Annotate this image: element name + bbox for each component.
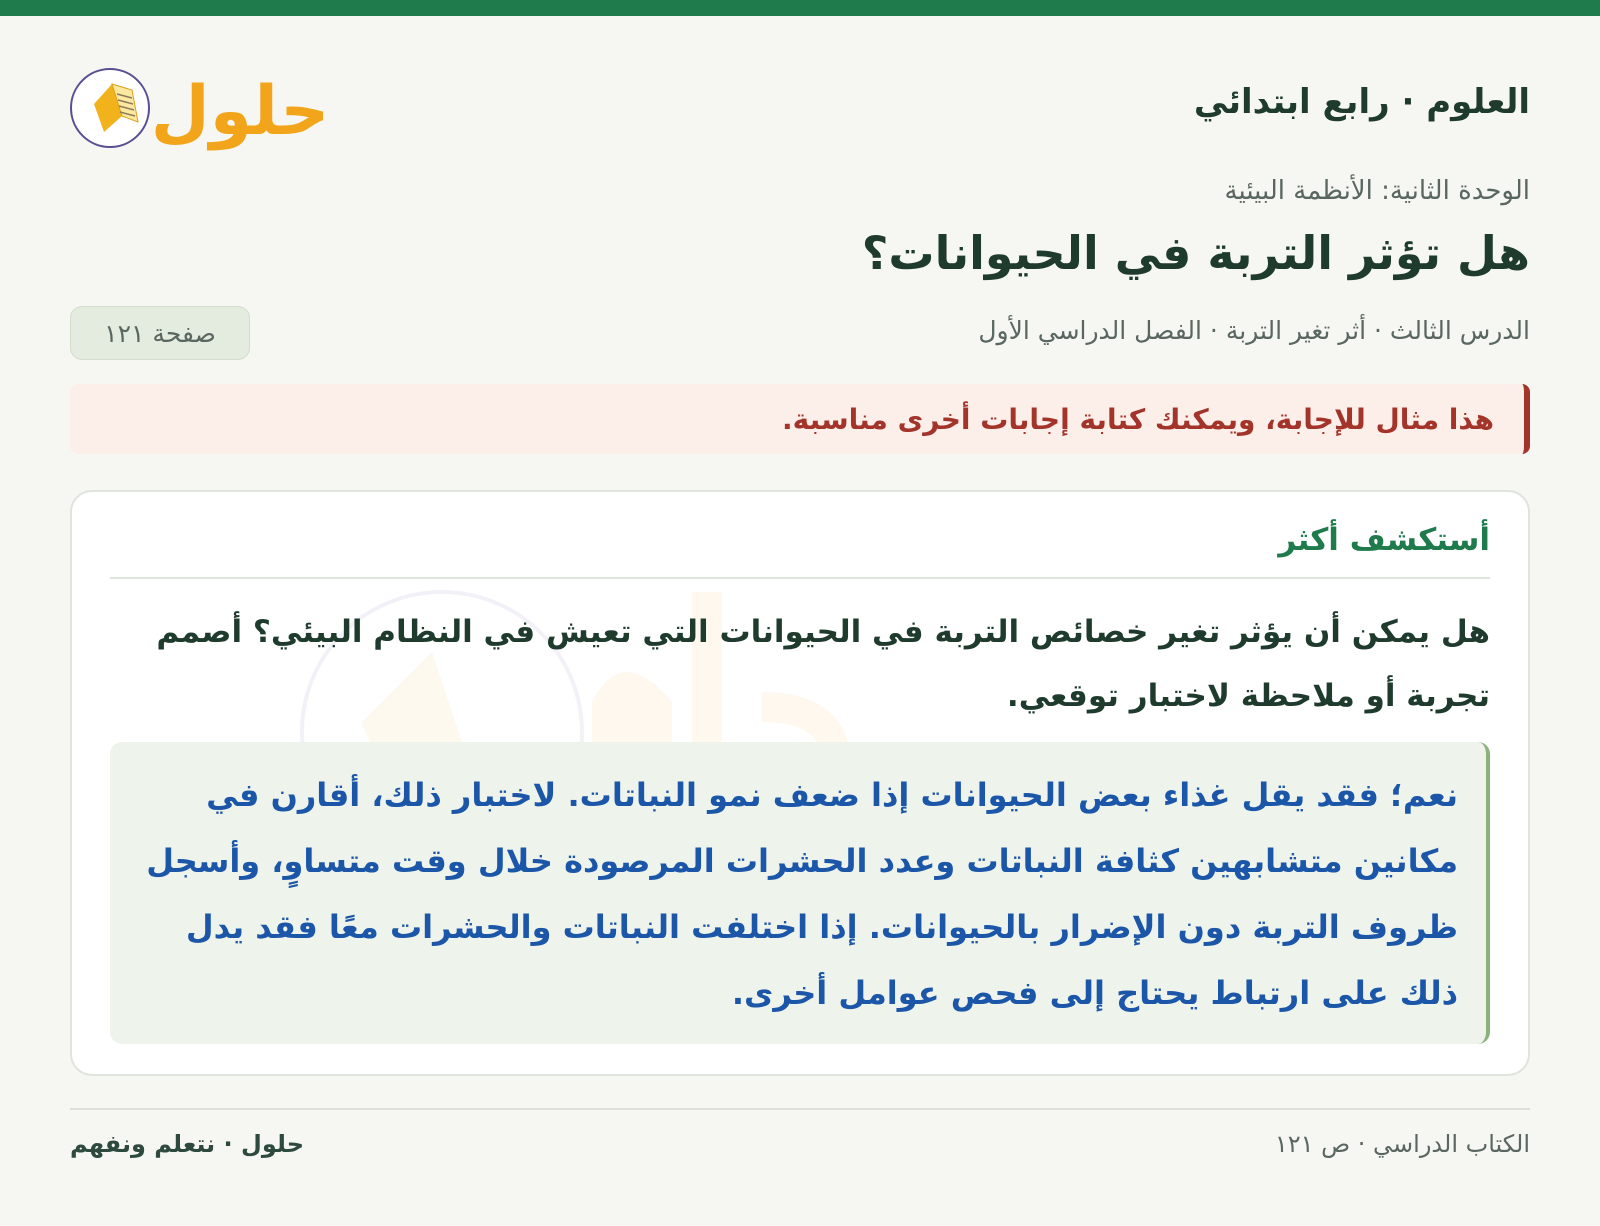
note-text: هذا مثال للإجابة، ويمكنك كتابة إجابات أخرى مناسبة. <box>782 402 1494 436</box>
unit-label: الوحدة الثانية: الأنظمة البيئية <box>1224 176 1530 206</box>
answer-box <box>110 742 1490 1044</box>
answer-text: نعم؛ فقد يقل غذاء بعض الحيوانات إذا ضعف نمو النباتات. لاختبار ذلك، أقارن في مكانين متشابهين كثافة النباتات وعدد الحشرات المرصودة خلال وقت متساوٍ، وأسجل ظروف التربة دون الإضرار بالحيوانات. إذا اختلفت النباتات والحشرات معًا فقد يدل ذلك على ارتباط يحتاج إلى فحص عوامل أخرى. <box>146 776 1458 1012</box>
top-accent-bar <box>0 0 1600 16</box>
page <box>70 16 1530 1226</box>
footer-divider <box>70 1108 1530 1110</box>
question-text: هل يمكن أن يؤثر تغير خصائص التربة في الحيوانات التي تعيش في النظام البيئي؟ أصمم تجربة أو ملاحظة لاختبار توقعي. <box>156 614 1490 714</box>
answer-note-banner <box>70 384 1530 454</box>
header <box>70 16 1530 156</box>
footer-brand: حلول · نتعلم ونفهم <box>70 1130 304 1158</box>
explore-card <box>70 490 1530 1076</box>
site-logo[interactable] <box>70 46 330 156</box>
footer-source: الكتاب الدراسي · ص ١٢١ <box>1274 1130 1530 1158</box>
page-number-badge: صفحة ١٢١ <box>70 306 250 360</box>
logo-wordmark: حلول <box>150 72 330 151</box>
lesson-info: الدرس الثالث · أثر تغير التربة · الفصل الدراسي الأول <box>978 316 1530 345</box>
page-title: هل تؤثر التربة في الحيوانات؟ <box>861 226 1530 280</box>
card-divider <box>110 577 1490 579</box>
card-title: أستكشف أكثر <box>1278 522 1490 558</box>
book-pencil-icon <box>71 69 149 147</box>
subject-title: العلوم · رابع ابتدائي <box>1193 82 1530 122</box>
